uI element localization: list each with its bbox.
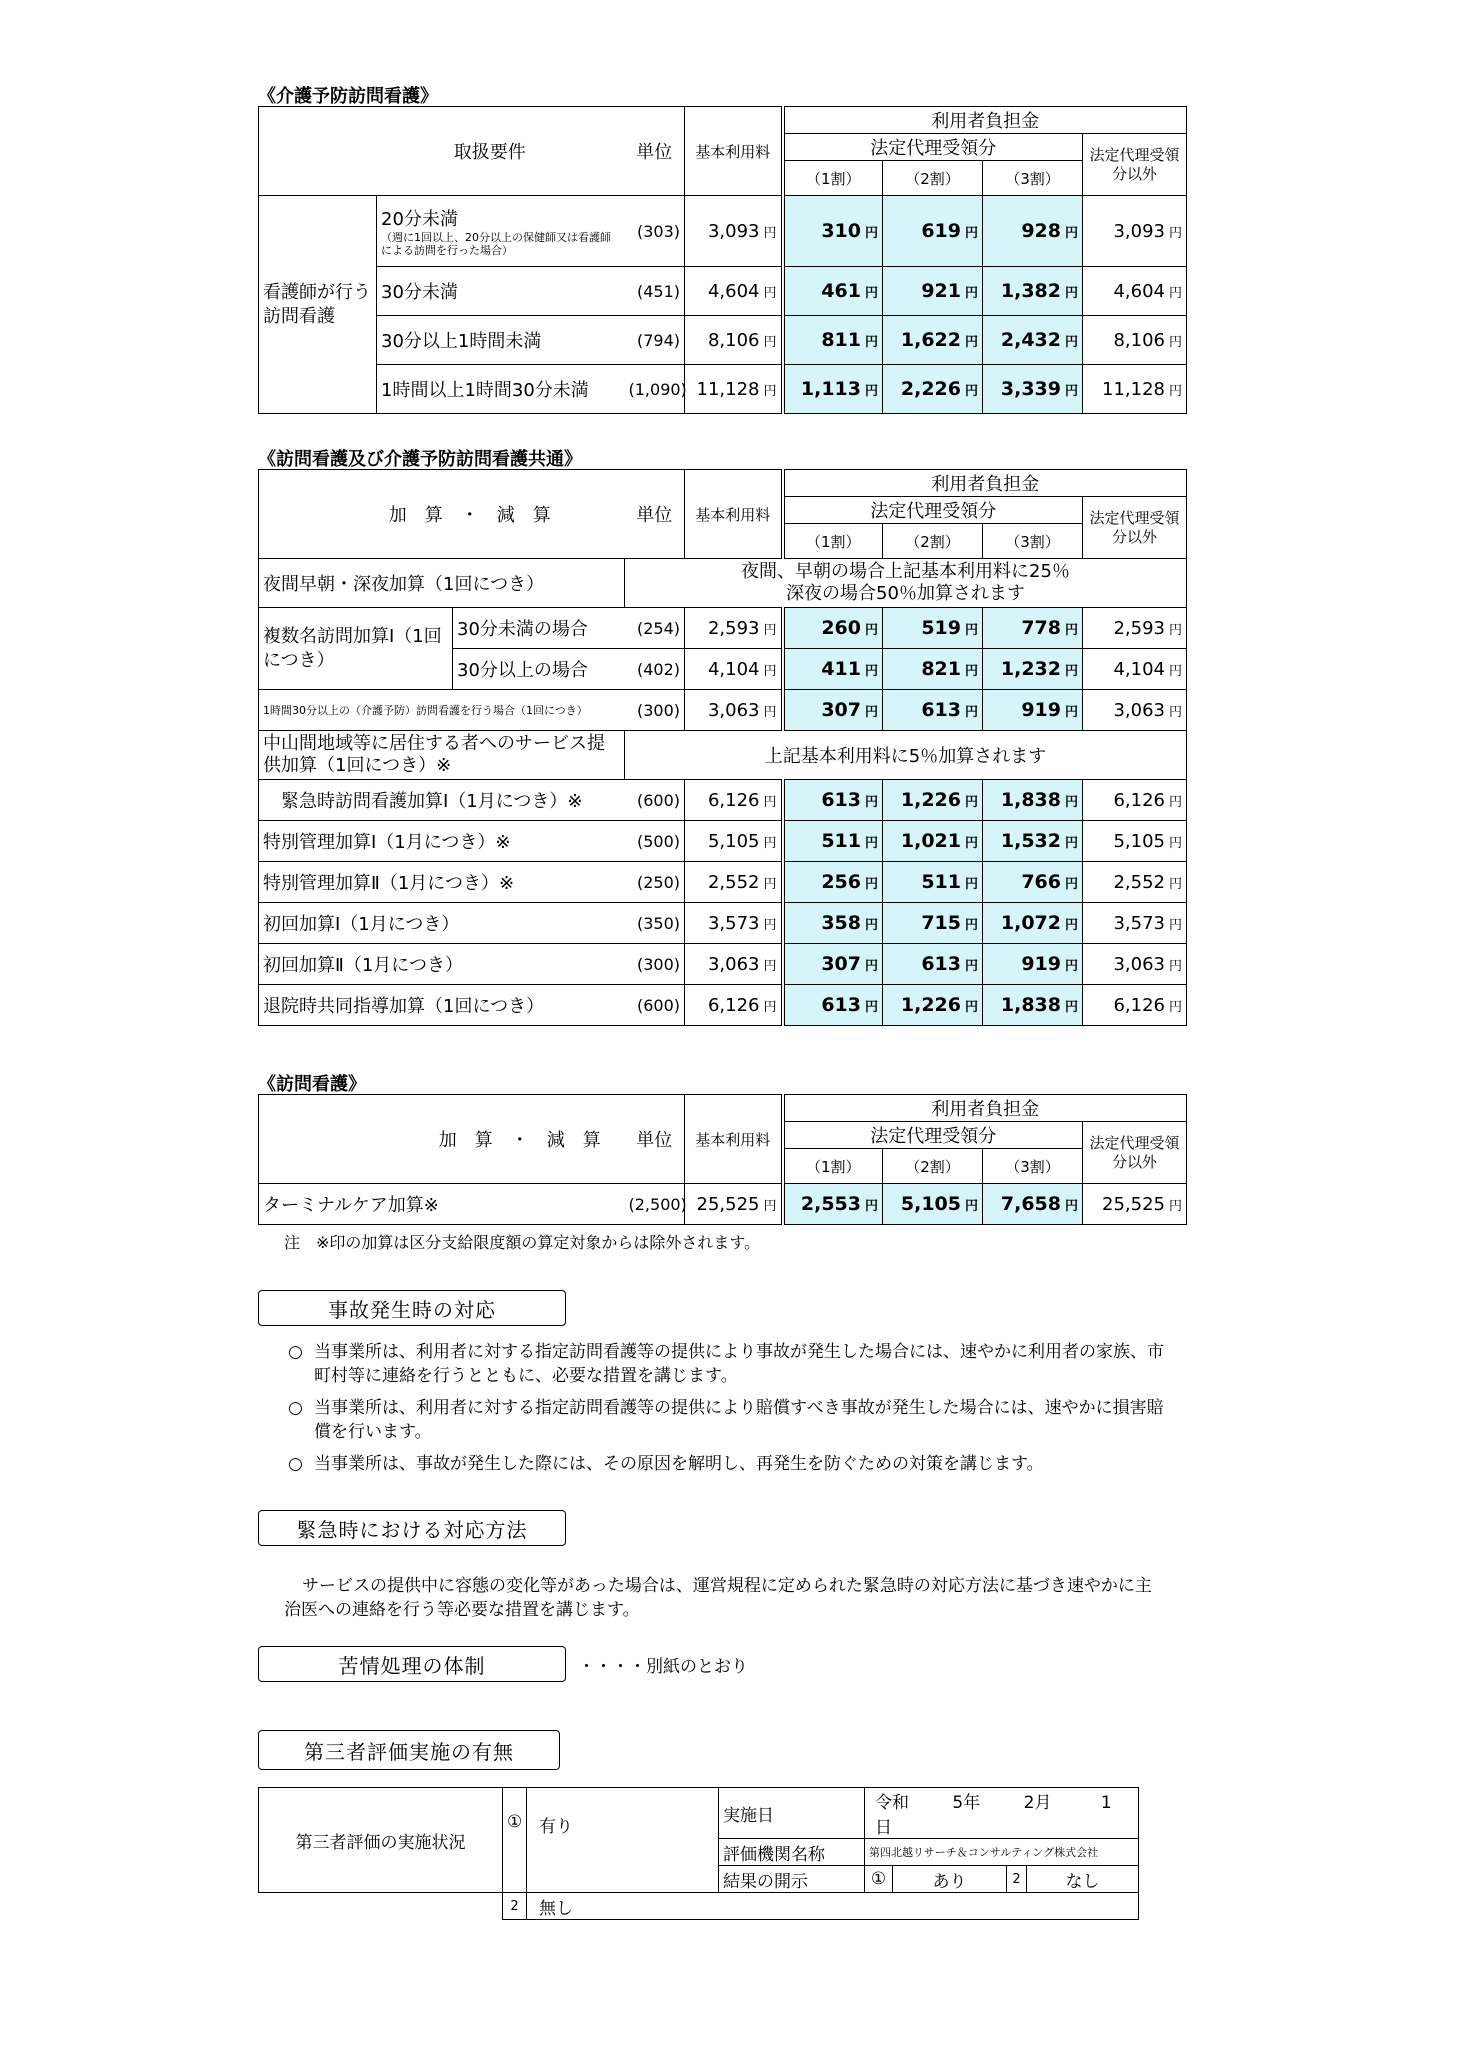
row-unit: (600) — [625, 780, 685, 821]
row-unit: (794) — [625, 316, 685, 365]
row-unit: (250) — [625, 862, 685, 903]
header-legal-receipt: 法定代理受領分 — [783, 1122, 1083, 1149]
fee-1: 256 — [821, 871, 861, 893]
fee-2: 5,105 — [900, 1193, 961, 1215]
fee-1: 511 — [821, 830, 861, 852]
fee-1: 461 — [821, 280, 861, 302]
fee-2: 715 — [921, 912, 961, 934]
disclosure-no-marker: 2 — [1007, 1866, 1027, 1893]
row-unit: (2,500) — [625, 1184, 685, 1225]
fee-table-care-prevention: 取扱要件 単位 基本利用料 利用者負担金 法定代理受領分 法定代理受領分以外 （1割） （2割） （3割） 看護師が行う訪問看護 20分未満 （週に1回以上、20分以上の保健師又は看護師による訪問を行った場合） (303) 3,093 円 310 円 619 円 928 円 3,093 円 30分未満 (451) 4,604 円 461 円 921 円 1,382 円 4,604 円 30分以上1時間未満 (794) 8,106 円 811 円 1,622 円 2,432 円 8,106 円 1時間以上1時間30分未満 (1,090) 11,128 円 1,113 円 2,226 円 3,339 円 11,128 円 — [258, 106, 1187, 414]
base-fee: 8,106 — [707, 329, 760, 351]
option-2-label: 無し — [527, 1893, 1139, 1920]
base-fee: 4,104 — [707, 658, 760, 680]
exclusion-note: 注 ※印の加算は区分支給限度額の算定対象からは除外されます。 — [284, 1233, 761, 1252]
row-unit: (1,090) — [625, 365, 685, 414]
section-title-care-prevention: 《介護予防訪問看護》 — [258, 86, 438, 107]
row-label: 30分以上の場合 — [453, 649, 625, 690]
fee-2: 1,226 — [900, 789, 961, 811]
row-label: 1時間以上1時間30分未満 — [377, 365, 625, 414]
row-sublabel: （週に1回以上、20分以上の保健師又は看護師による訪問を行った場合） — [381, 231, 611, 257]
fee-2: 2,226 — [900, 378, 961, 400]
header-base-fee: 基本利用料 — [685, 470, 783, 559]
fee-3: 928 — [1021, 220, 1061, 242]
row-unit: (500) — [625, 821, 685, 862]
row-label: 20分未満 — [381, 209, 458, 230]
fee-other: 6,126 — [1113, 789, 1165, 811]
fee-1: 411 — [821, 658, 861, 680]
fee-3: 3,339 — [1000, 378, 1061, 400]
header-legal-receipt: 法定代理受領分 — [783, 497, 1083, 524]
date-day: 1日 — [875, 1793, 1112, 1838]
header-base-fee: 基本利用料 — [685, 1095, 783, 1184]
base-fee: 25,525 — [696, 1193, 760, 1215]
base-fee: 6,126 — [707, 994, 760, 1016]
fee-other: 3,063 — [1113, 953, 1165, 975]
row-unit: (600) — [625, 985, 685, 1026]
header-user-burden: 利用者負担金 — [783, 107, 1187, 134]
fee-other: 8,106 — [1113, 329, 1165, 351]
header-item: 加 算 ・ 減 算 — [259, 470, 625, 559]
header-ratio-1: （1割） — [783, 161, 883, 196]
fee-2: 511 — [921, 871, 961, 893]
row-unit: (451) — [625, 267, 685, 316]
disclosure-label: 結果の開示 — [719, 1866, 865, 1893]
section-title-common: 《訪問看護及び介護予防訪問看護共通》 — [258, 449, 582, 470]
header-ratio-2: （2割） — [883, 1149, 983, 1184]
accident-item: ○ 当事業所は、利用者に対する指定訪問看護等の提供により賠償すべき事故が発生した場合には、速やかに損害賠償を行います。 — [288, 1398, 1164, 1442]
fee-1: 811 — [821, 329, 861, 351]
group-label: 看護師が行う訪問看護 — [259, 196, 377, 414]
fee-1: 2,553 — [800, 1193, 861, 1215]
fee-1: 613 — [821, 789, 861, 811]
fee-other: 3,573 — [1113, 912, 1165, 934]
row-label: 特別管理加算Ⅱ（1月につき）※ — [259, 862, 625, 903]
fee-3: 919 — [1021, 699, 1061, 721]
row-unit: (300) — [625, 944, 685, 985]
fee-1: 260 — [821, 617, 861, 639]
row-unit: (402) — [625, 649, 685, 690]
org-label: 評価機関名称 — [719, 1839, 865, 1866]
base-fee: 2,552 — [707, 871, 760, 893]
row-label: 30分未満の場合 — [453, 608, 625, 649]
base-fee: 3,063 — [707, 699, 760, 721]
night-text-1: 夜間、早朝の場合上記基本利用料に25％ — [741, 561, 1070, 582]
accident-item: ○ 当事業所は、事故が発生した際には、その原因を解明し、再発生を防ぐための対策を講じます。 — [288, 1454, 1044, 1474]
fee-2: 921 — [921, 280, 961, 302]
header-ratio-2: （2割） — [883, 524, 983, 559]
third-party-title: 第三者評価実施の有無 — [258, 1730, 560, 1770]
fee-other: 11,128 — [1102, 378, 1165, 400]
fee-3: 766 — [1021, 871, 1061, 893]
fee-other: 2,593 — [1113, 617, 1165, 639]
fee-3: 1,072 — [1000, 912, 1061, 934]
disclosure-yes-marker: ① — [865, 1866, 893, 1893]
option-2-marker: 2 — [503, 1893, 527, 1920]
row-label: 1時間30分以上の（介護予防）訪問看護を行う場合（1回につき） — [259, 690, 625, 731]
fee-3: 1,838 — [1000, 994, 1061, 1016]
emergency-text: サービスの提供中に容態の変化等があった場合は、運営規程に定められた緊急時の対応方法に基づき速やかに主治医への連絡を行う等必要な措置を講じます。 — [284, 1576, 1152, 1620]
date-era: 令和 — [875, 1793, 909, 1813]
mountain-text: 上記基本利用料に5％加算されます — [625, 731, 1187, 780]
fee-1: 307 — [821, 699, 861, 721]
option-1-marker: ① — [503, 1788, 527, 1893]
row-label: 30分未満 — [377, 267, 625, 316]
night-text-2: 深夜の場合50％加算されます — [786, 583, 1025, 604]
header-item: 加 算 ・ 減 算 — [259, 1095, 625, 1184]
row-unit: (303) — [625, 196, 685, 267]
fee-3: 2,432 — [1000, 329, 1061, 351]
base-fee: 3,093 — [707, 220, 760, 242]
header-ratio-1: （1割） — [783, 524, 883, 559]
fee-3: 1,532 — [1000, 830, 1061, 852]
row-label: ターミナルケア加算※ — [259, 1184, 625, 1225]
section-title-visiting-nursing: 《訪問看護》 — [258, 1074, 366, 1095]
mountain-label: 中山間地域等に居住する者へのサービス提供加算（1回につき）※ — [259, 731, 625, 780]
header-user-burden: 利用者負担金 — [783, 1095, 1187, 1122]
fee-1: 358 — [821, 912, 861, 934]
circle-icon: ○ — [288, 1398, 303, 1418]
base-fee: 5,105 — [707, 830, 760, 852]
row-label: 初回加算Ⅰ（1月につき） — [259, 903, 625, 944]
fee-2: 1,226 — [900, 994, 961, 1016]
fee-1: 310 — [821, 220, 861, 242]
header-unit: 単位 — [625, 470, 685, 559]
multi-visit-label: 複数名訪問加算Ⅰ（1回につき） — [259, 608, 453, 690]
fee-3: 1,838 — [1000, 789, 1061, 811]
row-label: 退院時共同指導加算（1回につき） — [259, 985, 625, 1026]
third-party-label: 第三者評価の実施状況 — [259, 1788, 503, 1893]
header-item: 取扱要件 — [259, 107, 625, 196]
header-unit: 単位 — [625, 1095, 685, 1184]
base-fee: 11,128 — [696, 378, 760, 400]
date-month: 2月 — [1023, 1793, 1052, 1813]
fee-2: 821 — [921, 658, 961, 680]
accident-item: ○ 当事業所は、利用者に対する指定訪問看護等の提供により事故が発生した場合には、速やかに利用者の家族、市町村等に連絡を行うとともに、必要な措置を講じます。 — [288, 1342, 1164, 1386]
header-legal-receipt: 法定代理受領分 — [783, 134, 1083, 161]
header-unit: 単位 — [625, 107, 685, 196]
fee-2: 613 — [921, 953, 961, 975]
fee-3: 7,658 — [1000, 1193, 1061, 1215]
emergency-title: 緊急時における対応方法 — [258, 1510, 566, 1546]
fee-2: 619 — [921, 220, 961, 242]
org-name: 第四北越リサーチ＆コンサルティング株式会社 — [865, 1839, 1139, 1866]
row-label: 特別管理加算Ⅰ（1月につき）※ — [259, 821, 625, 862]
disclosure-yes: あり — [893, 1866, 1007, 1893]
header-other: 法定代理受領分以外 — [1083, 134, 1187, 196]
base-fee: 4,604 — [707, 280, 760, 302]
circle-icon: ○ — [288, 1342, 303, 1362]
fee-table-common: 加 算 ・ 減 算 単位 基本利用料 利用者負担金 法定代理受領分 法定代理受領分以外 （1割） （2割） （3割） 夜間早朝・深夜加算（1回につき） 夜間、早朝の場合上記基本利用料に25％ 深夜の場合50％加算されます 複数名訪問加算Ⅰ（1回につき） 30分未満の場合 (254) 2,593 円 260 円 519 円 778 円 2,593 円 30分以上の場合 (402) 4,104 円 411 円 821 円 1,232 円 4,104 円 1時間30分以上の（介護予防）訪問看護を行う場合（1回につき） (300) 3,063 円 307 円 613 円 919 円 3,063 円 中山間地域等に居住する者へのサービス提供加算（1回につき）※ 上記基本利用料に5％加算されます 緊急時訪問看護加算Ⅰ（1月につき）※ (600) 6,126 円 613 円 1,226 円 1,838 円 6,126 円 特別管理加算Ⅰ（1月につき）※ (500) 5,105 円 511 円 1,021 円 1,532 円 5,105 円 特別管理加算Ⅱ（1月につき）※ (250) 2,552 円 256 円 511 円 766 円 2,552 円 初回加算Ⅰ（1月につき） (350) 3,573 円 358 円 715 円 1,072 円 3,573 円 初回加算Ⅱ（1月につき） (300) 3,063 円 307 円 613 円 919 円 3,063 円 退院時共同指導加算（1回につき） (600) 6,126 円 613 円 1,226 円 1,838 円 6,126 円 — [258, 469, 1187, 1026]
disclosure-no: なし — [1027, 1866, 1139, 1893]
fee-1: 307 — [821, 953, 861, 975]
row-label: 30分以上1時間未満 — [377, 316, 625, 365]
fee-other: 2,552 — [1113, 871, 1165, 893]
header-ratio-3: （3割） — [983, 161, 1083, 196]
date-year: 5年 — [952, 1793, 981, 1813]
complaint-text: ・・・・別紙のとおり — [578, 1657, 748, 1677]
fee-2: 1,021 — [900, 830, 961, 852]
base-fee: 3,063 — [707, 953, 760, 975]
fee-2: 519 — [921, 617, 961, 639]
row-unit: (254) — [625, 608, 685, 649]
header-other: 法定代理受領分以外 — [1083, 497, 1187, 559]
fee-table-visiting-nursing: 加 算 ・ 減 算 単位 基本利用料 利用者負担金 法定代理受領分 法定代理受領分以外 （1割） （2割） （3割） ターミナルケア加算※ (2,500) 25,525 円 2,553 円 5,105 円 7,658 円 25,525 円 — [258, 1094, 1187, 1225]
row-unit: (350) — [625, 903, 685, 944]
header-base-fee: 基本利用料 — [685, 107, 783, 196]
fee-2: 1,622 — [900, 329, 961, 351]
complaint-title: 苦情処理の体制 — [258, 1646, 566, 1682]
fee-other: 3,093 — [1113, 220, 1165, 242]
base-fee: 3,573 — [707, 912, 760, 934]
fee-other: 6,126 — [1113, 994, 1165, 1016]
fee-3: 1,232 — [1000, 658, 1061, 680]
accident-title: 事故発生時の対応 — [258, 1290, 566, 1326]
base-fee: 2,593 — [707, 617, 760, 639]
header-user-burden: 利用者負担金 — [783, 470, 1187, 497]
fee-other: 3,063 — [1113, 699, 1165, 721]
fee-3: 1,382 — [1000, 280, 1061, 302]
header-ratio-2: （2割） — [883, 161, 983, 196]
fee-other: 25,525 — [1102, 1193, 1165, 1215]
fee-1: 613 — [821, 994, 861, 1016]
fee-other: 4,104 — [1113, 658, 1165, 680]
header-ratio-3: （3割） — [983, 524, 1083, 559]
third-party-table — [258, 1787, 1139, 1920]
fee-3: 919 — [1021, 953, 1061, 975]
row-label: 緊急時訪問看護加算Ⅰ（1月につき）※ — [259, 780, 625, 821]
row-label: 初回加算Ⅱ（1月につき） — [259, 944, 625, 985]
header-ratio-1: （1割） — [783, 1149, 883, 1184]
fee-other: 4,604 — [1113, 280, 1165, 302]
date-label: 実施日 — [719, 1788, 865, 1839]
circle-icon: ○ — [288, 1454, 303, 1474]
night-label: 夜間早朝・深夜加算（1回につき） — [259, 559, 625, 608]
fee-3: 778 — [1021, 617, 1061, 639]
option-1-label: 有り — [527, 1788, 719, 1893]
row-unit: (300) — [625, 690, 685, 731]
fee-1: 1,113 — [800, 378, 861, 400]
header-other: 法定代理受領分以外 — [1083, 1122, 1187, 1184]
header-ratio-3: （3割） — [983, 1149, 1083, 1184]
base-fee: 6,126 — [707, 789, 760, 811]
fee-2: 613 — [921, 699, 961, 721]
fee-other: 5,105 — [1113, 830, 1165, 852]
